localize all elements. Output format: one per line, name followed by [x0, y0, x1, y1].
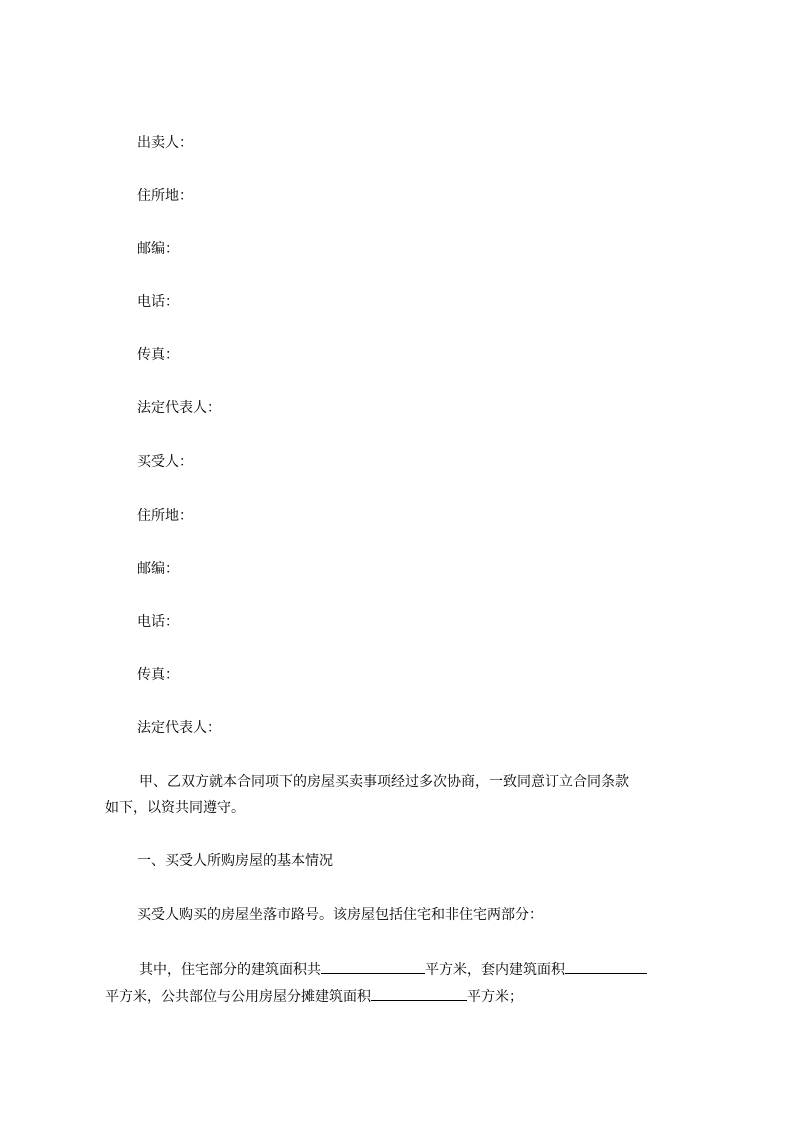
intro-line-2: 如下，以资共同遵守。 [105, 800, 245, 816]
area-text-d: 平方米； [467, 989, 523, 1005]
total-area-blank [321, 959, 425, 974]
buyer-phone-label: 电话： [137, 614, 179, 630]
intro-line-1: 甲、乙双方就本合同项下的房屋买卖事项经过多次协商，一致同意订立合同条款 [139, 774, 629, 790]
intro-paragraph [105, 772, 705, 818]
buyer-label: 买受人： [137, 454, 193, 470]
area-text-b: 平方米，套内建筑面积 [425, 962, 565, 978]
buyer-postcode-label: 邮编： [137, 561, 179, 577]
location-paragraph: 买受人购买的房屋坐落市路号。该房屋包括住宅和非住宅两部分： [137, 907, 543, 923]
buyer-legal-rep-label: 法定代表人： [137, 720, 221, 736]
seller-address-label: 住所地： [137, 188, 193, 204]
shared-area-blank [371, 986, 467, 1001]
area-text-c: 平方米，公共部位与公用房屋分摊建筑面积 [105, 989, 371, 1005]
seller-label: 出卖人： [137, 135, 193, 151]
buyer-address-label: 住所地： [137, 508, 193, 524]
seller-postcode-label: 邮编： [137, 241, 179, 257]
area-line-2 [105, 986, 705, 1007]
section-heading: 一、买受人所购房屋的基本情况 [137, 853, 333, 869]
seller-phone-label: 电话： [137, 294, 179, 310]
area-line-1 [105, 959, 705, 980]
area-paragraph [105, 959, 705, 1007]
area-text-a: 其中，住宅部分的建筑面积共 [139, 962, 321, 978]
buyer-fax-label: 传真： [137, 667, 179, 683]
seller-fax-label: 传真： [137, 347, 179, 363]
seller-legal-rep-label: 法定代表人： [137, 400, 221, 416]
inner-area-blank [565, 959, 647, 974]
